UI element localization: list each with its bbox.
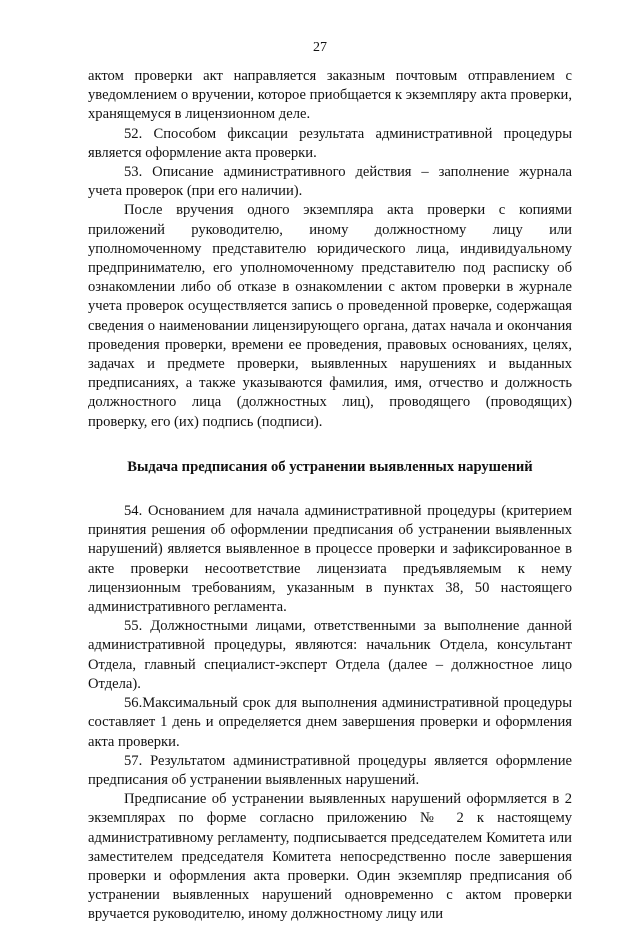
paragraph: 53. Описание административного действия – заполнение журнала учета проверок (при его наличии). bbox=[88, 164, 572, 200]
paragraph: 57. Результатом административной процедуры является оформление предписания об устранении выявленных нарушений. bbox=[88, 752, 572, 788]
document-body bbox=[88, 67, 572, 925]
paragraph: актом проверки акт направляется заказным почтовым отправлением с уведомлением о вручении, которое приобщается к экземпляру акта проверки, хранящемуся в лицензионном деле. bbox=[88, 68, 572, 123]
paragraph: После вручения одного экземпляра акта проверки с копиями приложений руководителю, иному должностному лицу или уполномоченному представителю юридического лица, индивидуальному предпринимателю, его уполномоченному представителю под расписку об ознакомлении либо об отказе в ознакомлении с актом проверки в журнале учета проверок осуществляется запись о проведенной проверке, содержащая сведения о наименовании лицензирующего органа, датах начала и окончания проведения проверки, времени ее проведения, правовых основаниях, целях, задачах и предмете проверки, выявленных нарушениях и выданных предписаниях, а также указываются фамилия, имя, отчество и должность должностного лица (должностных лиц), проводящего (проводящих) проверку, его (их) подпись (подписи). bbox=[88, 202, 572, 430]
paragraph: Предписание об устранении выявленных нарушений оформляется в 2 экземплярах по форме согласно приложению № 2 к настоящему административному регламенту, подписывается председателем Комитета или заместителем председателя Комитета непосредственно после завершения проверки и оформления акта проверки. Один экземпляр предписания об устранении выявленных нарушений одновременно с актом проверки вручается руководителю, иному должностному лицу или bbox=[88, 791, 572, 923]
paragraph: 56.Максимальный срок для выполнения административной процедуры составляет 1 день и определяется днем завершения проверки и оформления акта проверки. bbox=[88, 695, 572, 750]
page-number: 27 bbox=[313, 40, 327, 55]
section-heading: Выдача предписания об устранении выявленных нарушений bbox=[127, 458, 533, 475]
paragraph: 55. Должностными лицами, ответственными за выполнение данной административной процедуры, являются: начальник Отдела, консультант Отдела, главный специалист-эксперт Отдела (далее – должностное лицо Отдела). bbox=[88, 618, 572, 692]
paragraph: 52. Способом фиксации результата административной процедуры является оформление акта проверки. bbox=[88, 125, 572, 161]
paragraph: 54. Основанием для начала административной процедуры (критерием принятия решения об оформлении предписания об устранении выявленных нарушений) является выявленное в процессе проверки и зафиксированное в акте проверки несоответствие лицензиата предъявляемым к нему лицензионным требованиям, указанным в пунктах 38, 50 настоящего административного регламента. bbox=[88, 503, 572, 616]
